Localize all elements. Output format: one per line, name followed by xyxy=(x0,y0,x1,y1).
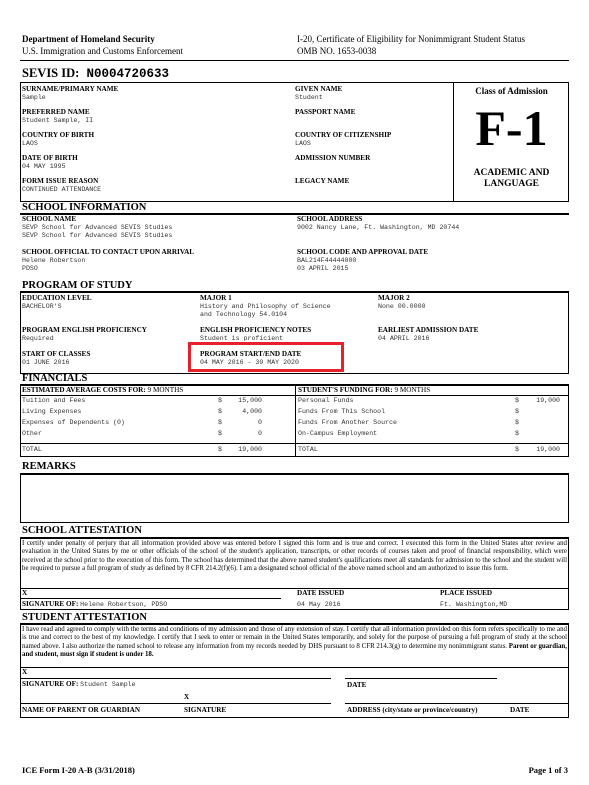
cost-item-label: Tuition and Fees xyxy=(22,397,86,404)
class-of-admission-title: Class of Admission xyxy=(475,86,548,96)
funding-header xyxy=(298,386,430,395)
english-proficiency-label: PROGRAM ENGLISH PROFICIENCY xyxy=(22,326,147,334)
school-name-label: SCHOOL NAME xyxy=(22,215,77,223)
funding-item-currency: $ xyxy=(515,430,519,437)
surname-field xyxy=(22,85,118,102)
form-title: I-20, Certificate of Eligibility for Nonimmigrant Student Status xyxy=(297,34,525,44)
major1-line2: and Technology 54.0104 xyxy=(200,311,288,318)
school-info-title: SCHOOL INFORMATION xyxy=(22,202,147,213)
parent-signature-label: SIGNATURE xyxy=(184,706,227,714)
financials-total-rule xyxy=(21,443,568,444)
issue-reason-field xyxy=(22,177,101,194)
page-header-right xyxy=(297,33,525,57)
place-issued-label: PLACE ISSUED xyxy=(440,589,493,597)
date-issued-label: DATE ISSUED xyxy=(297,589,345,597)
visa-class-description xyxy=(454,168,569,190)
earliest-admission-field xyxy=(378,326,478,343)
funding-total-currency: $ xyxy=(515,446,519,453)
student-attestation-title: STUDENT ATTESTATION xyxy=(22,612,147,623)
given-name-label: GIVEN NAME xyxy=(295,85,343,93)
student-attestation-bold: Parent or guardian, and student, must sign if student is under 18. xyxy=(22,642,567,659)
school-address-field xyxy=(297,215,459,232)
school-official-field xyxy=(22,248,194,273)
citizenship-value: LAOS xyxy=(295,140,311,147)
school-code-field xyxy=(297,248,428,273)
cost-item-label: Living Expenses xyxy=(22,408,82,415)
dob-value: 04 MAY 1995 xyxy=(22,163,66,170)
preferred-name-value: Student Sample, II xyxy=(22,117,94,124)
birth-country-value: LAOS xyxy=(22,140,38,147)
major2-label: MAJOR 2 xyxy=(378,294,410,302)
school-signer: Helene Robertson, PDSO xyxy=(80,601,168,608)
cost-item-amount: 15,000 xyxy=(238,397,262,404)
major1-label: MAJOR 1 xyxy=(200,294,232,302)
start-of-classes-value: 01 JUNE 2016 xyxy=(22,359,70,366)
legacy-name-field xyxy=(295,177,349,186)
funding-item-label: Personal Funds xyxy=(298,397,354,404)
student-attestation-text xyxy=(22,626,567,660)
major2-field xyxy=(378,294,425,311)
english-notes-label: ENGLISH PROFICIENCY NOTES xyxy=(200,326,312,334)
visa-class-desc-line1: ACADEMIC AND xyxy=(473,168,550,178)
funding-period: 9 MONTHS xyxy=(394,386,431,394)
dob-label: DATE OF BIRTH xyxy=(22,154,78,162)
surname-value: Sample xyxy=(22,94,46,101)
funding-total-value: 19,000 xyxy=(536,446,560,453)
funding-item-label: Funds From Another Source xyxy=(298,419,397,426)
start-of-classes-field xyxy=(22,350,90,367)
remarks-text xyxy=(21,475,568,481)
costs-header xyxy=(22,386,183,395)
parent-address-label: ADDRESS (city/state or province/country) xyxy=(347,706,478,714)
funding-item-currency: $ xyxy=(515,419,519,426)
visa-class-desc-line2: LANGUAGE xyxy=(484,179,539,189)
preferred-name-label: PREFERRED NAME xyxy=(22,108,90,116)
school-official-name: Helene Robertson xyxy=(22,257,86,264)
student-sign-x: X xyxy=(22,668,28,676)
earliest-admission-value: 04 APRIL 2016 xyxy=(378,335,430,342)
costs-total-label: TOTAL xyxy=(22,446,42,453)
major1-field xyxy=(200,294,331,319)
costs-total-value: 19,000 xyxy=(238,446,262,453)
school-name-line2: SEVP School for Advanced SEVIS Studies xyxy=(22,232,173,239)
admission-number-field xyxy=(295,154,370,163)
dept-name: Department of Homeland Security xyxy=(22,34,155,44)
school-sign-x: X xyxy=(22,589,28,597)
program-start-end-value: 04 MAY 2016 - 30 MAY 2020 xyxy=(200,359,299,366)
birth-country-field xyxy=(22,131,94,148)
page-header-left xyxy=(22,33,183,57)
school-official-title: PDSO xyxy=(22,265,38,272)
omb-number: OMB NO. 1653-0038 xyxy=(297,46,377,56)
parent-signature-line xyxy=(21,703,331,704)
start-of-classes-label: START OF CLASSES xyxy=(22,350,91,358)
sevis-id-row xyxy=(22,66,169,81)
legacy-name-label: LEGACY NAME xyxy=(295,177,350,185)
school-approval-date: 03 APRIL 2015 xyxy=(297,265,349,272)
student-attestation-rule xyxy=(21,667,568,668)
school-address-value: 9002 Nancy Lane, Ft. Washington, MD 20744 xyxy=(297,224,460,231)
passport-name-field xyxy=(295,108,355,117)
school-code-value: BAL214F44444000 xyxy=(297,257,357,264)
sevis-id-value: N0004720633 xyxy=(86,67,169,81)
admission-number-label: ADMISSION NUMBER xyxy=(295,154,371,162)
sevis-id-label: SEVIS ID: xyxy=(22,66,80,80)
parent-date-label: DATE xyxy=(510,706,530,714)
school-attestation-title: SCHOOL ATTESTATION xyxy=(22,525,142,536)
program-title: PROGRAM OF STUDY xyxy=(22,280,133,291)
education-level-field xyxy=(22,294,92,311)
education-level-label: EDUCATION LEVEL xyxy=(22,294,92,302)
parent-address-line xyxy=(345,703,568,704)
funding-item-label: On-Campus Employment xyxy=(298,430,378,437)
cost-item-currency: $ xyxy=(218,430,222,437)
cost-item-amount: 0 xyxy=(258,430,262,437)
funding-total-label: TOTAL xyxy=(298,446,318,453)
given-name-field xyxy=(295,85,342,102)
birth-country-label: COUNTRY OF BIRTH xyxy=(22,131,95,139)
cost-item-label: Expenses of Dependents (0) xyxy=(22,419,125,426)
program-start-end-label: PROGRAM START/END DATE xyxy=(200,350,302,358)
citizenship-field xyxy=(295,131,391,148)
school-address-label: SCHOOL ADDRESS xyxy=(297,215,363,223)
major1-line1: History and Philosophy of Science xyxy=(200,303,331,310)
school-signature-label: SIGNATURE OF: xyxy=(22,600,79,608)
student-signature-row xyxy=(22,680,136,689)
earliest-admission-label: EARLIEST ADMISSION DATE xyxy=(378,326,479,334)
english-notes-value: Student is proficient xyxy=(200,335,284,341)
cost-item-currency: $ xyxy=(218,397,222,404)
student-signer: Student Sample xyxy=(80,681,136,688)
cost-item-currency: $ xyxy=(218,408,222,415)
funding-item-amount: 19,000 xyxy=(536,397,560,404)
english-proficiency-field xyxy=(22,326,147,343)
funding-item-currency: $ xyxy=(515,397,519,404)
issue-reason-label: FORM ISSUE REASON xyxy=(22,177,99,185)
student-signature-line xyxy=(21,678,331,679)
preferred-name-field xyxy=(22,108,93,125)
financials-title: FINANCIALS xyxy=(22,373,88,384)
school-signature-row xyxy=(22,600,167,609)
major2-value: None 00.0000 xyxy=(378,303,426,310)
funding-label: STUDENT'S FUNDING FOR: xyxy=(298,386,393,394)
cost-item-amount: 4,000 xyxy=(242,408,262,415)
citizenship-label: COUNTRY OF CITIZENSHIP xyxy=(295,131,392,139)
school-code-label: SCHOOL CODE AND APPROVAL DATE xyxy=(297,248,429,256)
cost-item-amount: 0 xyxy=(258,419,262,426)
school-attestation-text: I certify under penalty of perjury that all information provided above was entered before I signed this form and is true and correct. I executed this form in the United States after review and evaluation in the United States by me or other officials of the school of the student's application, transcripts, or other records of courses taken and proof of financial responsibility, which were received at the school prior to the execution of this form. The school has determined that the above named student's qualifications meet all standards for admission to the school and the student will be required to pursue a full program of study as defined by 8 CFR 214.2(f)(6). I am a designated school official of the above named school and am authorized to issue this form. xyxy=(22,540,567,573)
date-issued-value: 04 May 2016 xyxy=(297,601,341,608)
school-official-label: SCHOOL OFFICIAL TO CONTACT UPON ARRIVAL xyxy=(22,248,195,256)
school-signature-line xyxy=(21,598,281,599)
costs-label: ESTIMATED AVERAGE COSTS FOR: xyxy=(22,386,146,394)
education-level-value: BACHELOR'S xyxy=(22,303,62,310)
place-issued-value: Ft. Washington,MD xyxy=(440,601,508,608)
parent-name-label: NAME OF PARENT OR GUARDIAN xyxy=(22,706,141,714)
english-notes-field xyxy=(200,326,311,341)
school-name-field xyxy=(22,215,172,240)
remarks-title: REMARKS xyxy=(22,461,76,472)
header-rule xyxy=(20,60,569,61)
dob-field xyxy=(22,154,78,171)
passport-name-label: PASSPORT NAME xyxy=(295,108,356,116)
remarks-box xyxy=(20,473,569,523)
funding-item-currency: $ xyxy=(515,408,519,415)
school-name-line1: SEVP School for Advanced SEVIS Studies xyxy=(22,224,173,231)
agency-name: U.S. Immigration and Customs Enforcement xyxy=(22,46,183,56)
costs-total-currency: $ xyxy=(218,446,222,453)
english-proficiency-value: Required xyxy=(22,335,54,342)
given-name-value: Student xyxy=(295,94,323,101)
student-attestation-body: I have read and agreed to comply with the terms and conditions of my admission and those of any extension of stay. I certify that all information provided on this form refers specifically to me and is true and correct to the best of my knowledge. I certify that I seek to enter or remain in the United States temporarily, and solely for the purpose of pursuing a full program of study at the school named above. I also authorize the named school to release any information from my records needed by DHS pursuant to 8 CFR 214.3(g) to determine my nonimmigrant status. xyxy=(22,626,567,650)
page-number: Page 1 of 3 xyxy=(528,765,568,775)
parent-sign-x: X xyxy=(184,693,190,701)
form-id: ICE Form I-20 A-B (3/31/2018) xyxy=(22,765,135,775)
visa-class-code: F-1 xyxy=(475,100,548,156)
funding-item-label: Funds From This School xyxy=(298,408,386,415)
student-date-label: DATE xyxy=(347,681,367,689)
costs-period: 9 MONTHS xyxy=(147,386,184,394)
cost-item-currency: $ xyxy=(218,419,222,426)
financials-header-rule xyxy=(21,395,568,396)
surname-label: SURNAME/PRIMARY NAME xyxy=(22,85,119,93)
program-start-end-field xyxy=(200,350,301,367)
student-date-line xyxy=(345,678,497,679)
student-signature-label: SIGNATURE OF: xyxy=(22,680,79,688)
issue-reason-value: CONTINUED ATTENDANCE xyxy=(22,186,102,193)
cost-item-label: Other xyxy=(22,430,42,437)
